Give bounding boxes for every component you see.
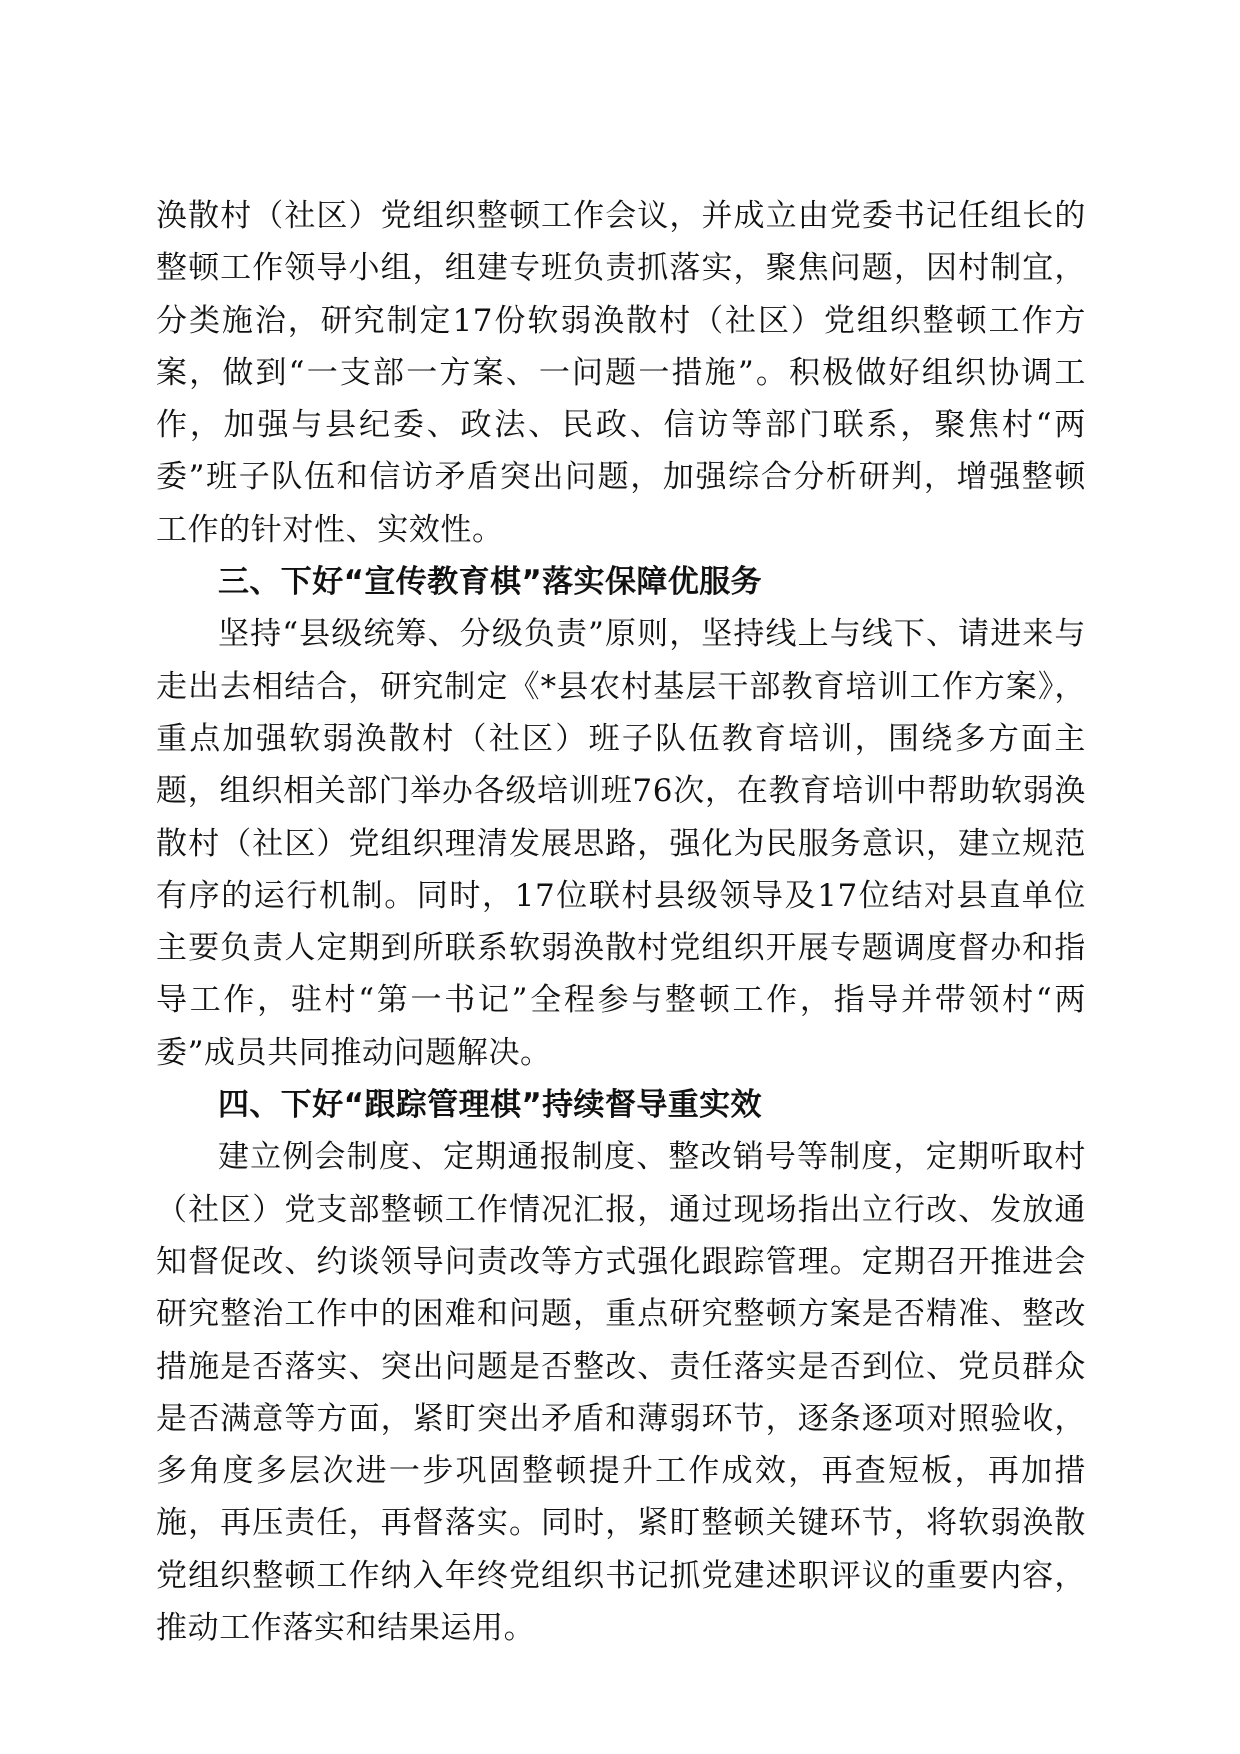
paragraph-section-3: 坚持“县级统筹、分级负责”原则，坚持线上与线下、请进来与走出去相结合，研究制定《*县农村基层干部教育培训工作方案》，重点加强软弱涣散村（社区）班子队伍教育培训，围绕多方面主题，组织相关部门举办各级培训班76次，在教育培训中帮助软弱涣散村（社区）党组织理清发展思路，强化为民服务意识，建立规范有序的运行机制。同时，17位联村县级领导及17位结对县直单位主要负责人定期到所联系软弱涣散村党组织开展专题调度督办和指导工作，驻村“第一书记”全程参与整顿工作，指导并带领村“两委”成员共同推动问题解决。 [156,616,1086,1071]
paragraph-continuation: 涣散村（社区）党组织整顿工作会议，并成立由党委书记任组长的整顿工作领导小组，组建专班负责抓落实，聚焦问题，因村制宜，分类施治，研究制定17份软弱涣散村（社区）党组织整顿工作方案，做到“一支部一方案、一问题一措施”。积极做好组织协调工作，加强与县纪委、政法、民政、信访等部门联系，聚焦村“两委”班子队伍和信访矛盾突出问题，加强综合分析研判，增强整顿工作的针对性、实效性。 [156,198,1086,548]
section-heading-4: 四、下好“跟踪管理棋”持续督导重实效 [218,1087,762,1124]
paragraph-section-4: 建立例会制度、定期通报制度、整改销号等制度，定期听取村（社区）党支部整顿工作情况汇报，通过现场指出立行改、发放通知督促改、约谈领导问责改等方式强化跟踪管理。定期召开推进会研究整治工作中的困难和问题，重点研究整顿方案是否精准、整改措施是否落实、突出问题是否整改、责任落实是否到位、党员群众是否满意等方面，紧盯突出矛盾和薄弱环节，逐条逐项对照验收，多角度多层次进一步巩固整顿提升工作成效，再查短板，再加措施，再压责任，再督落实。同时，紧盯整顿关键环节，将软弱涣散党组织整顿工作纳入年终党组织书记抓党建述职评议的重要内容，推动工作落实和结果运用。 [156,1139,1086,1647]
document-page [156,190,1086,1654]
section-heading-3: 三、下好“宣传教育棋”落实保障优服务 [218,564,762,601]
